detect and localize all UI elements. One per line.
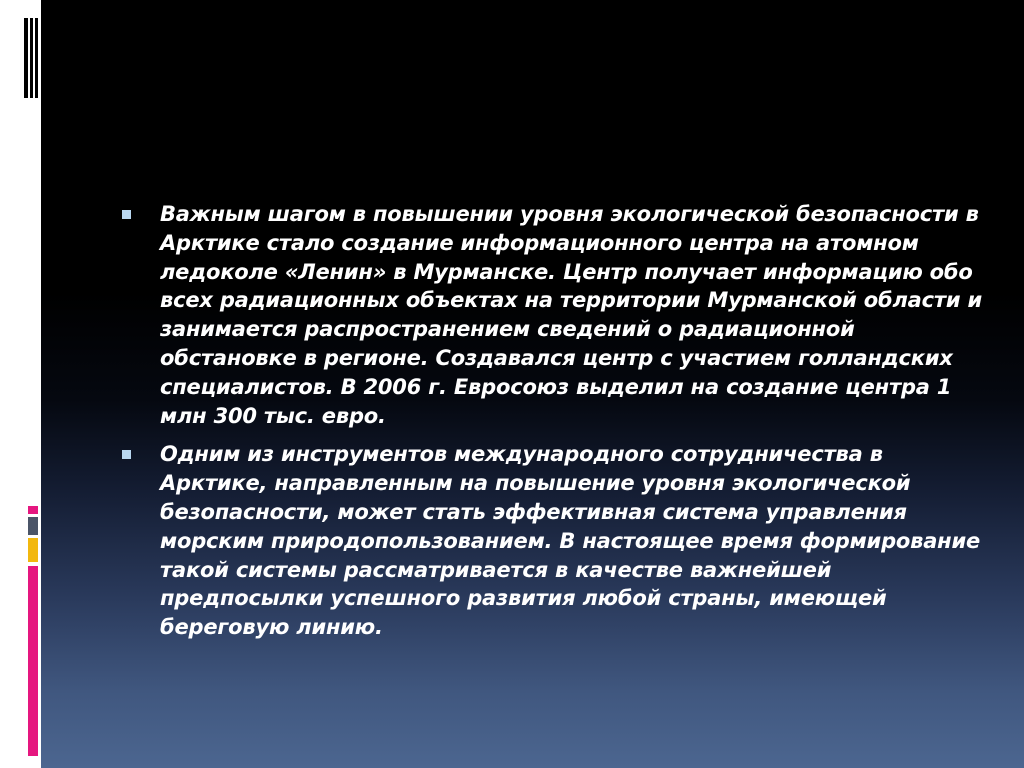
bullet-text: Важным шагом в повышении уровня экологической безопасности в Арктике стало создание информационного центра на атомном ледоколе «Ленин» в Мурманске. Центр получает информацию обо всех радиационных объектах на территории Мурманской области и занимается распространением сведений о радиационной обстановке в регионе. Создавался центр с участием голландских специалистов. В 2006 г. Евросоюз выделил на создание центра 1 млн 300 тыс. евро.: [160, 202, 982, 428]
top-accent-stripe: [35, 18, 38, 98]
slide-body: [116, 200, 986, 652]
top-accent-stripe: [30, 18, 33, 98]
bullet-item: [116, 200, 986, 430]
square-bullet-icon: [122, 450, 131, 459]
bullet-text: Одним из инструментов международного сотрудничества в Арктике, направленным на повышение уровня экологической безопасности, может стать эффективная система управления морским природопользованием. В настоящее время формирование такой системы рассматривается в качестве важнейшей предпосылки успешного развития любой страны, имеющей береговую линию.: [160, 442, 981, 640]
pink-accent-bar: [28, 506, 38, 514]
pink-accent-bar-long: [28, 566, 38, 756]
gray-accent-bar: [28, 517, 38, 535]
top-accent-stripe: [24, 18, 28, 98]
yellow-accent-bar: [28, 538, 38, 562]
square-bullet-icon: [122, 210, 131, 219]
bullet-item: [116, 440, 986, 642]
